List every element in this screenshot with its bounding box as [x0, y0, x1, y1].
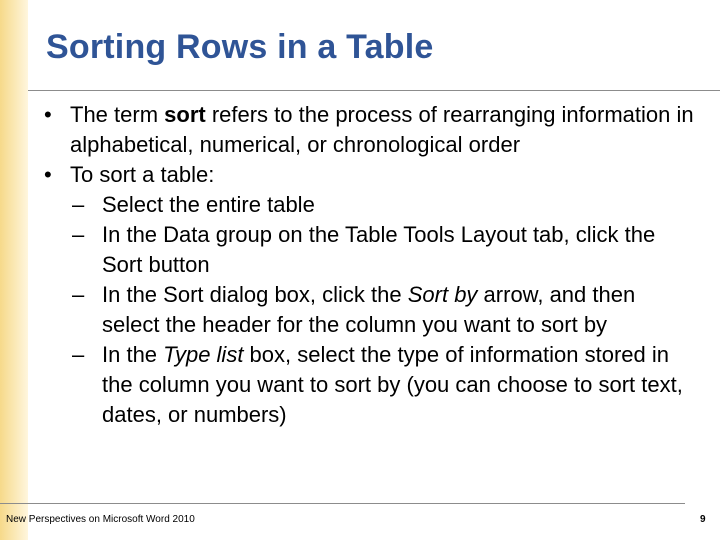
footer-text: New Perspectives on Microsoft Word 2010 — [6, 514, 195, 525]
title-divider — [28, 90, 720, 91]
sub-bullet-type-list — [44, 340, 694, 430]
slide-body — [44, 100, 694, 430]
bullet-sort-definition — [44, 100, 694, 160]
sub-bullet-text-rest: arrow, and then select the header for the column you want to sort by — [102, 282, 636, 337]
slide-title: Sorting Rows in a Table — [46, 28, 434, 66]
italic-term: Type list — [163, 342, 244, 367]
bullet-text-rest: refers to the process of rearranging information in alphabetical, numerical, or chronological order — [70, 102, 694, 157]
bullet-to-sort-table — [44, 160, 694, 190]
sub-bullet-text-lead: In the Sort dialog box, click the — [102, 282, 408, 307]
sub-bullet-sort-button — [44, 220, 694, 280]
bullet-text-lead: The term — [70, 102, 165, 127]
italic-term: Sort by — [407, 282, 478, 307]
bold-term: sort — [164, 102, 206, 127]
sub-bullet-text: In the Data group on the Table Tools Layout tab, click the Sort button — [102, 222, 656, 277]
decorative-side-bar — [0, 0, 28, 540]
dash-marker: – — [72, 222, 85, 247]
dash-marker: – — [72, 342, 85, 367]
page-number: 9 — [700, 514, 706, 525]
dash-marker: – — [72, 192, 85, 217]
dash-marker: – — [72, 282, 85, 307]
sub-bullet-text: Select the entire table — [102, 192, 315, 217]
bullet-text: To sort a table: — [70, 162, 215, 187]
sub-bullet-sort-by — [44, 280, 694, 340]
sub-bullet-select-table — [44, 190, 694, 220]
sub-bullet-text-lead: In the — [102, 342, 164, 367]
sub-bullet-text-rest: box, select the type of information stored in the column you want to sort by (you can choose to sort text, dates, or numbers) — [102, 342, 683, 427]
footer-divider — [0, 503, 685, 504]
